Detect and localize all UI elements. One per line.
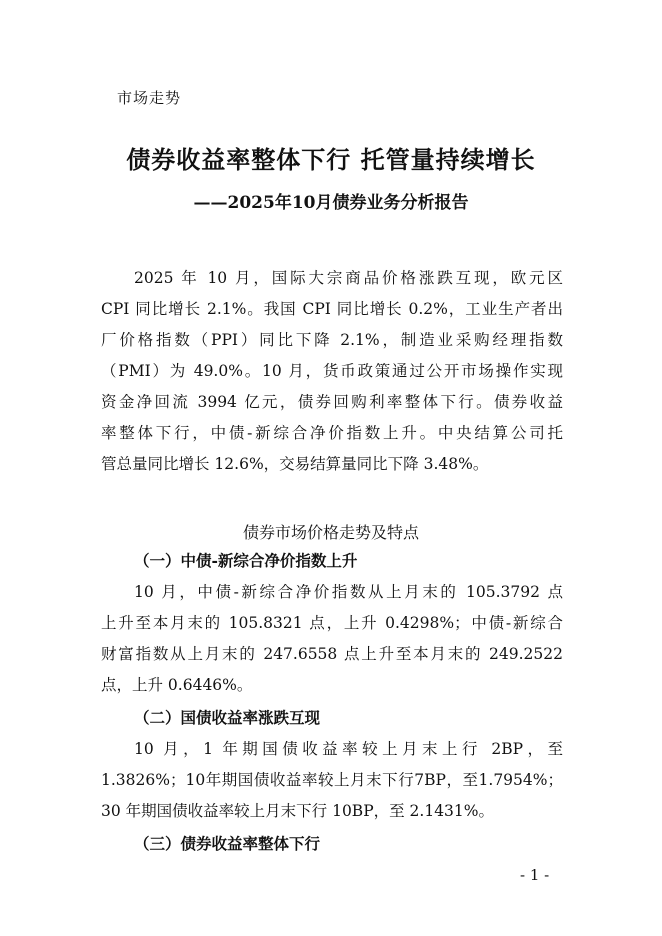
page-subtitle: ——2025年10月债券业务分析报告 xyxy=(193,193,469,213)
intro-line: 率整体下行，中债-新综合净价指数上升。中央结算公司托 xyxy=(101,424,563,442)
sub1-line: 10 月，中债-新综合净价指数从上月末的 105.3792 点 xyxy=(134,583,563,601)
intro-line: 2025 年 10 月，国际大宗商品价格涨跌互现，欧元区 xyxy=(134,269,563,287)
section-label: 市场走势 xyxy=(117,89,182,107)
sub2-line: 30 年期国债收益率较上月末下行 10BP，至 2.1431%。 xyxy=(101,802,495,820)
intro-line: 厂价格指数（PPI）同比下降 2.1%，制造业采购经理指数 xyxy=(101,331,563,349)
subheading-2: （二）国债收益率涨跌互现 xyxy=(134,708,321,727)
sub1-line: 点，上升 0.6446%。 xyxy=(101,676,253,694)
intro-line: 资金净回流 3994 亿元，债券回购利率整体下行。债券收益 xyxy=(101,393,563,411)
intro-line: CPI 同比增长 2.1%。我国 CPI 同比增长 0.2%，工业生产者出 xyxy=(101,300,563,318)
subheading-1: （一）中债-新综合净价指数上升 xyxy=(134,551,358,570)
section-heading: 债券市场价格走势及特点 xyxy=(242,523,419,542)
intro-line: （PMI）为 49.0%。10 月，货币政策通过公开市场操作实现 xyxy=(101,362,563,380)
subheading-3: （三）债券收益率整体下行 xyxy=(134,834,321,853)
sub1-line: 上升至本月末的 105.8321 点，上升 0.4298%；中债-新综合 xyxy=(101,614,563,632)
page-number: - 1 - xyxy=(520,866,550,884)
intro-line: 管总量同比增长 12.6%，交易结算量同比下降 3.48%。 xyxy=(101,455,489,473)
sub2-line: 1.3826%；10年期国债收益率较上月末下行7BP，至1.7954%； xyxy=(101,771,563,789)
sub1-line: 财富指数从上月末的 247.6558 点上升至本月末的 249.2522 xyxy=(101,645,563,663)
page-title: 债券收益率整体下行 托管量持续增长 xyxy=(126,145,536,174)
sub2-line: 10 月，1 年期国债收益率较上月末上行 2BP，至 xyxy=(134,740,563,758)
